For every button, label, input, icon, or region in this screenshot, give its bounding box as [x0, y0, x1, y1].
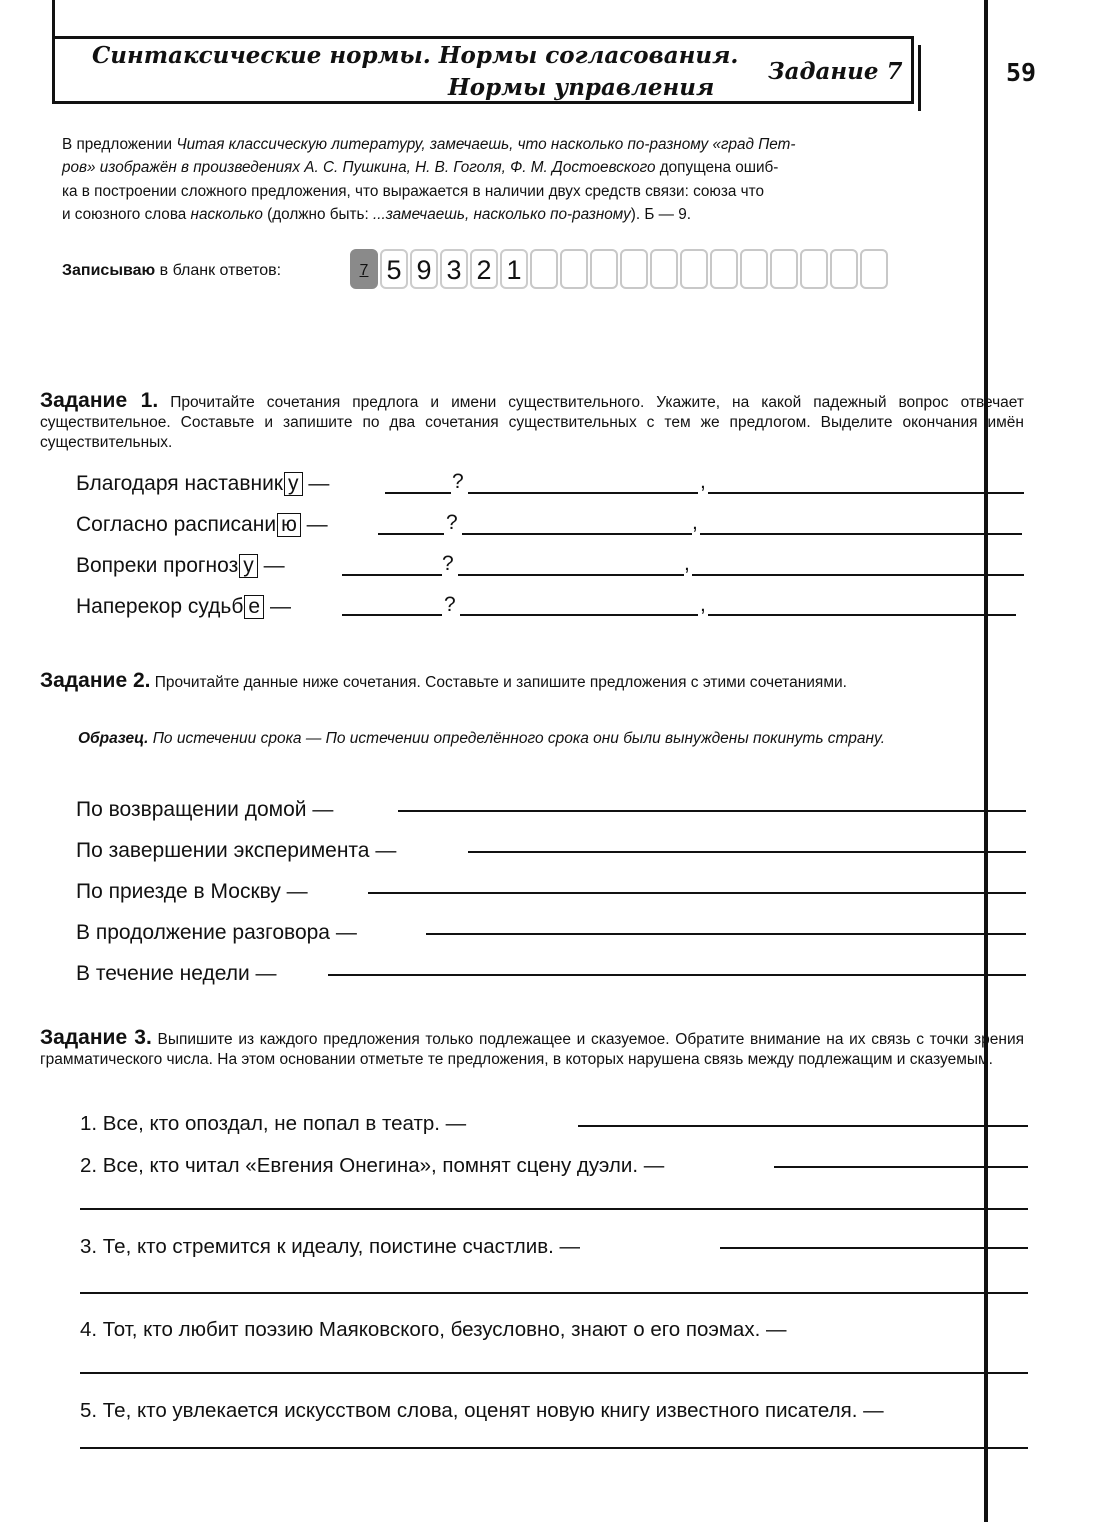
- answer-cell-empty[interactable]: [800, 249, 828, 289]
- answer-cell-empty[interactable]: [770, 249, 798, 289]
- ending-box: ю: [277, 513, 301, 537]
- ending-box: у: [284, 472, 303, 496]
- task-1-item: Вопреки прогноз у —: [76, 554, 285, 577]
- page-title-line-2: Нормы управления: [448, 74, 715, 101]
- intro-line-3: ка в построении сложного предложения, что выражается в наличии двух средств связи: союза что: [62, 183, 764, 200]
- answer-line[interactable]: [80, 1372, 1028, 1374]
- answer-line[interactable]: [378, 533, 444, 535]
- comma: ,: [700, 470, 706, 493]
- answer-line[interactable]: [426, 933, 1026, 935]
- task-1-item: Согласно расписани ю —: [76, 513, 328, 536]
- intro-line-1: В предложении Читая классическую литературу, замечаешь, что насколько по-разному «град Пет-: [62, 136, 796, 153]
- answer-line[interactable]: [368, 892, 1026, 894]
- sample-text: Образец. По истечении срока — По истечении определённого срока они были вынуждены покинуть страну.: [78, 730, 886, 747]
- answer-line[interactable]: [80, 1292, 1028, 1294]
- answer-cell[interactable]: 9: [410, 249, 438, 289]
- answer-form: [350, 249, 890, 289]
- top-rule: [52, 0, 55, 38]
- page-number: 59: [1006, 58, 1037, 87]
- comma: ,: [684, 552, 690, 575]
- task-2-item: В течение недели —: [76, 962, 277, 985]
- answer-cell-empty[interactable]: [860, 249, 888, 289]
- answer-line[interactable]: [462, 533, 692, 535]
- answer-line[interactable]: [398, 810, 1026, 812]
- task-3-heading: Задание 3. Выпишите из каждого предложения только подлежащее и сказуемое. Обратите внимание на их связь с точки зрения грамматического числа. На этом основании отметьте те предложения, в которых нарушена связь между подлежащим и сказуемым.: [40, 1026, 1024, 1068]
- task-3-sentence: 3. Те, кто стремится к идеалу, поистине счастлив. —: [80, 1235, 580, 1258]
- answer-line[interactable]: [708, 614, 1016, 616]
- answer-cell[interactable]: 5: [380, 249, 408, 289]
- answer-task-number: 7: [350, 249, 378, 289]
- answer-cell-empty[interactable]: [830, 249, 858, 289]
- answer-label: Записываю в бланк ответов:: [62, 262, 282, 279]
- task-2-item: В продолжение разговора —: [76, 921, 357, 944]
- answer-cell[interactable]: 3: [440, 249, 468, 289]
- ending-box: у: [239, 554, 258, 578]
- task-3-sentence: 1. Все, кто опоздал, не попал в театр. —: [80, 1112, 467, 1135]
- answer-line[interactable]: [342, 574, 442, 576]
- answer-cell-empty[interactable]: [620, 249, 648, 289]
- answer-line[interactable]: [720, 1247, 1028, 1249]
- answer-cell-empty[interactable]: [740, 249, 768, 289]
- task-2-heading: Задание 2. Прочитайте данные ниже сочетания. Составьте и запишите предложения с этими сочетаниями.: [40, 669, 847, 692]
- case-question-mark: ?: [442, 552, 454, 575]
- task-label: Задание 7: [768, 58, 903, 85]
- answer-line[interactable]: [578, 1125, 1028, 1127]
- task-1-item: Наперекор судьб е —: [76, 595, 291, 618]
- answer-cell-empty[interactable]: [530, 249, 558, 289]
- answer-line[interactable]: [458, 574, 684, 576]
- intro-line-4: и союзного слова насколько (должно быть: ...замечаешь, насколько по-разному). Б — 9.: [62, 206, 691, 223]
- answer-line[interactable]: [700, 533, 1022, 535]
- task-2-item: По приезде в Москву —: [76, 880, 308, 903]
- task-2-item: По завершении эксперимента —: [76, 839, 397, 862]
- answer-line[interactable]: [692, 574, 1024, 576]
- task-1-item: Благодаря наставник у —: [76, 472, 330, 495]
- answer-cell-empty[interactable]: [590, 249, 618, 289]
- answer-line[interactable]: [342, 614, 442, 616]
- task-2-item: По возвращении домой —: [76, 798, 334, 821]
- answer-line[interactable]: [774, 1166, 1028, 1168]
- margin-rule: [984, 0, 988, 1522]
- case-question-mark: ?: [444, 593, 456, 616]
- comma: ,: [700, 593, 706, 616]
- answer-cell[interactable]: 2: [470, 249, 498, 289]
- intro-line-2: ров» изображён в произведениях А. С. Пушкина, Н. В. Гоголя, Ф. М. Достоевского допущена ошиб-: [62, 159, 779, 176]
- task-3-sentence: 4. Тот, кто любит поэзию Маяковского, безусловно, знают о его поэмах. —: [80, 1318, 787, 1341]
- answer-cell-empty[interactable]: [710, 249, 738, 289]
- answer-cell-empty[interactable]: [680, 249, 708, 289]
- answer-cell-empty[interactable]: [560, 249, 588, 289]
- answer-line[interactable]: [708, 492, 1024, 494]
- answer-line[interactable]: [468, 851, 1026, 853]
- answer-line[interactable]: [468, 492, 698, 494]
- comma: ,: [692, 511, 698, 534]
- case-question-mark: ?: [452, 470, 464, 493]
- task-3-sentence: 5. Те, кто увлекается искусством слова, оценят новую книгу известного писателя. —: [80, 1399, 884, 1422]
- task-3-sentence: 2. Все, кто читал «Евгения Онегина», помнят сцену дуэли. —: [80, 1154, 665, 1177]
- answer-line[interactable]: [385, 492, 451, 494]
- answer-line[interactable]: [80, 1447, 1028, 1449]
- answer-line[interactable]: [460, 614, 698, 616]
- task-1-heading: Задание 1. Прочитайте сочетания предлога и имени существительного. Укажите, на какой падежный вопрос отвечает существительное. Составьте и запишите по два сочетания существительных с тем же предлогом. Выделите окончания имён существительных.: [40, 389, 1025, 451]
- ending-box: е: [244, 595, 264, 619]
- answer-cell-empty[interactable]: [650, 249, 678, 289]
- answer-line[interactable]: [328, 974, 1026, 976]
- page-title-line-1: Синтаксические нормы. Нормы согласования.: [92, 42, 739, 69]
- answer-cell[interactable]: 1: [500, 249, 528, 289]
- answer-line[interactable]: [80, 1208, 1028, 1210]
- case-question-mark: ?: [446, 511, 458, 534]
